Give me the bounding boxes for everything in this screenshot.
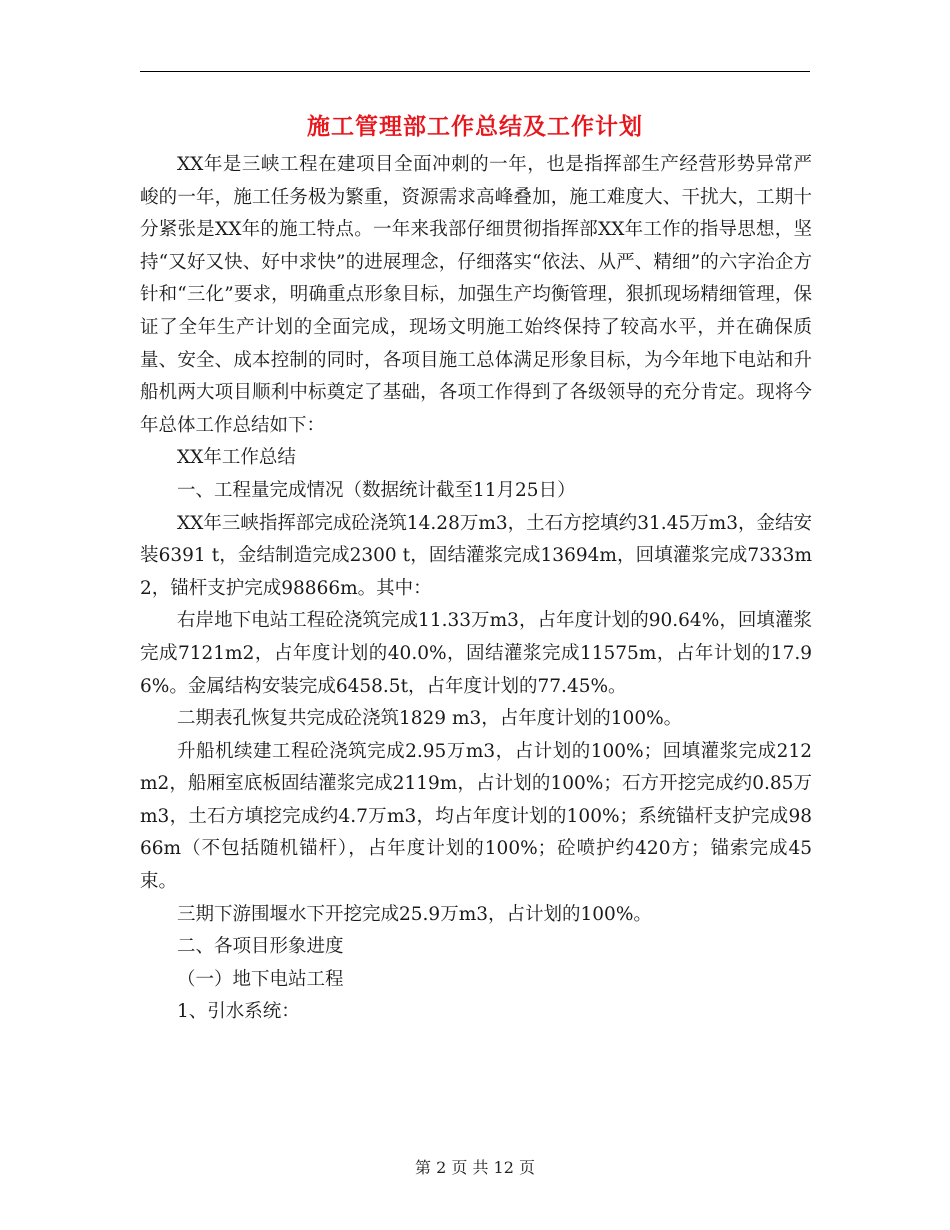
paragraph-underground-station: 右岸地下电站工程砼浇筑完成11.33万m3，占年度计划的90.64%，回填灌浆完成7121m2，占年度计划的40.0%，固结灌浆完成11575m，占年计划的17.96%。金属结构安装完成6458.5t，占年度计划的77.45%。	[140, 610, 812, 697]
paragraph-item-1-heading: 1、引水系统：	[177, 1001, 300, 1023]
paragraph-ship-lift: 升船机续建工程砼浇筑完成2.95万m3，占计划的100%；回填灌浆完成212m2，船厢室底板固结灌浆完成2119m，占计划的100%；石方开挖完成约0.85万m3，土石方填挖完成约4.7万m3，均占年度计划的100%；系统锚杆支护完成9866m（不包括随机锚杆），占年度计划的100%；砼喷护约420方；锚索完成45束。	[140, 740, 812, 893]
paragraph-subsection-1-heading: （一）地下电站工程	[177, 968, 344, 990]
paragraph-surface-holes: 二期表孔恢复共完成砼浇筑1829 m3，占年度计划的100%。	[177, 708, 683, 730]
page-number-footer: 第 2 页 共 12 页	[415, 1158, 535, 1177]
paragraph-summary-heading: XX年工作总结	[177, 447, 296, 469]
paragraph-cofferdam: 三期下游围堰水下开挖完成25.9万m3，占计划的100%。	[177, 903, 652, 925]
paragraph-total-quantities: XX年三峡指挥部完成砼浇筑14.28万m3，土石方挖填约31.45万m3，金结安装6391 t，金结制造完成2300 t，固结灌浆完成13694m，回填灌浆完成7333m2，锚杆支护完成98866m。其中：	[140, 512, 812, 599]
document-title: 施工管理部工作总结及工作计划	[307, 113, 643, 140]
paragraph-section-1-heading: 一、工程量完成情况（数据统计截至11月25日）	[177, 479, 576, 501]
document-body	[140, 149, 812, 1029]
header-rule	[140, 71, 810, 72]
paragraph-intro: XX年是三峡工程在建项目全面冲刺的一年，也是指挥部生产经营形势异常严峻的一年，施工任务极为繁重，资源需求高峰叠加，施工难度大、干扰大，工期十分紧张是XX年的施工特点。一年来我部仔细贯彻指挥部XX年工作的指导思想，坚持“又好又快、好中求快”的进展理念，仔细落实“依法、从严、精细”的六字治企方针和“三化”要求，明确重点形象目标，加强生产均衡管理，狠抓现场精细管理，保证了全年生产计划的全面完成，现场文明施工始终保持了较高水平，并在确保质量、安全、成本控制的同时，各项目施工总体满足形象目标，为今年地下电站和升船机两大项目顺利中标奠定了基础，各项工作得到了各级领导的充分肯定。现将今年总体工作总结如下：	[140, 154, 812, 436]
paragraph-section-2-heading: 二、各项目形象进度	[177, 936, 344, 958]
